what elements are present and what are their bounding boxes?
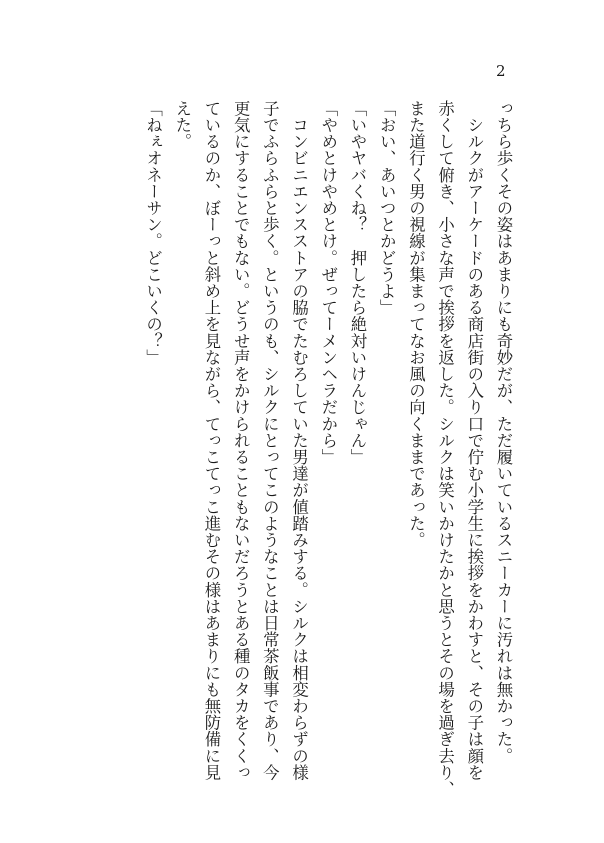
- text-line: 「ねぇオネーサン。どこいくの？」: [143, 100, 163, 366]
- text-line: えた。: [172, 100, 192, 150]
- body-text: [138, 100, 518, 798]
- text-line: また道行く男の視線が集まってなお風の向くままであった。: [406, 100, 426, 549]
- text-line: 「おい、あいつとかどうよ」: [377, 100, 397, 316]
- text-line: 「やめとけやめとけ。ぜってーメンヘラだから」: [318, 100, 338, 466]
- text-line: ているのか、ぼーっと斜め上を見ながら、てっこてっこ進むその様はあまりにも無防備に見: [201, 100, 221, 781]
- text-line: コンビニエンスストアの脇でたむろしていた男達が値踏みする。シルクは相変わらずの様: [289, 100, 309, 781]
- page-number: 2: [496, 62, 506, 80]
- text-line: 赤くして俯き、小さな声で挨拶を返した。シルクは笑いかけたかと思うとその場を過ぎ去り、: [435, 100, 455, 798]
- text-line: シルクがアーケードのある商店街の入り口で佇む小学生に挨拶をかわすと、その子は顔を: [464, 100, 484, 781]
- text-line: 子でふらふらと歩く。というのも、シルクにとってこのようなことは日常茶飯事であり、今: [260, 100, 280, 781]
- text-line: っちら歩くその姿はあまりにも奇妙だが、ただ履いているスニーカーに汚れは無かった。: [494, 100, 513, 764]
- text-line: 「いやヤバくね？ 押したら絶対いけんじゃん」: [347, 100, 367, 466]
- text-line: 更気にすることでもない。どうせ声をかけられることもないだろうとある種のタカをくくっ: [231, 100, 251, 781]
